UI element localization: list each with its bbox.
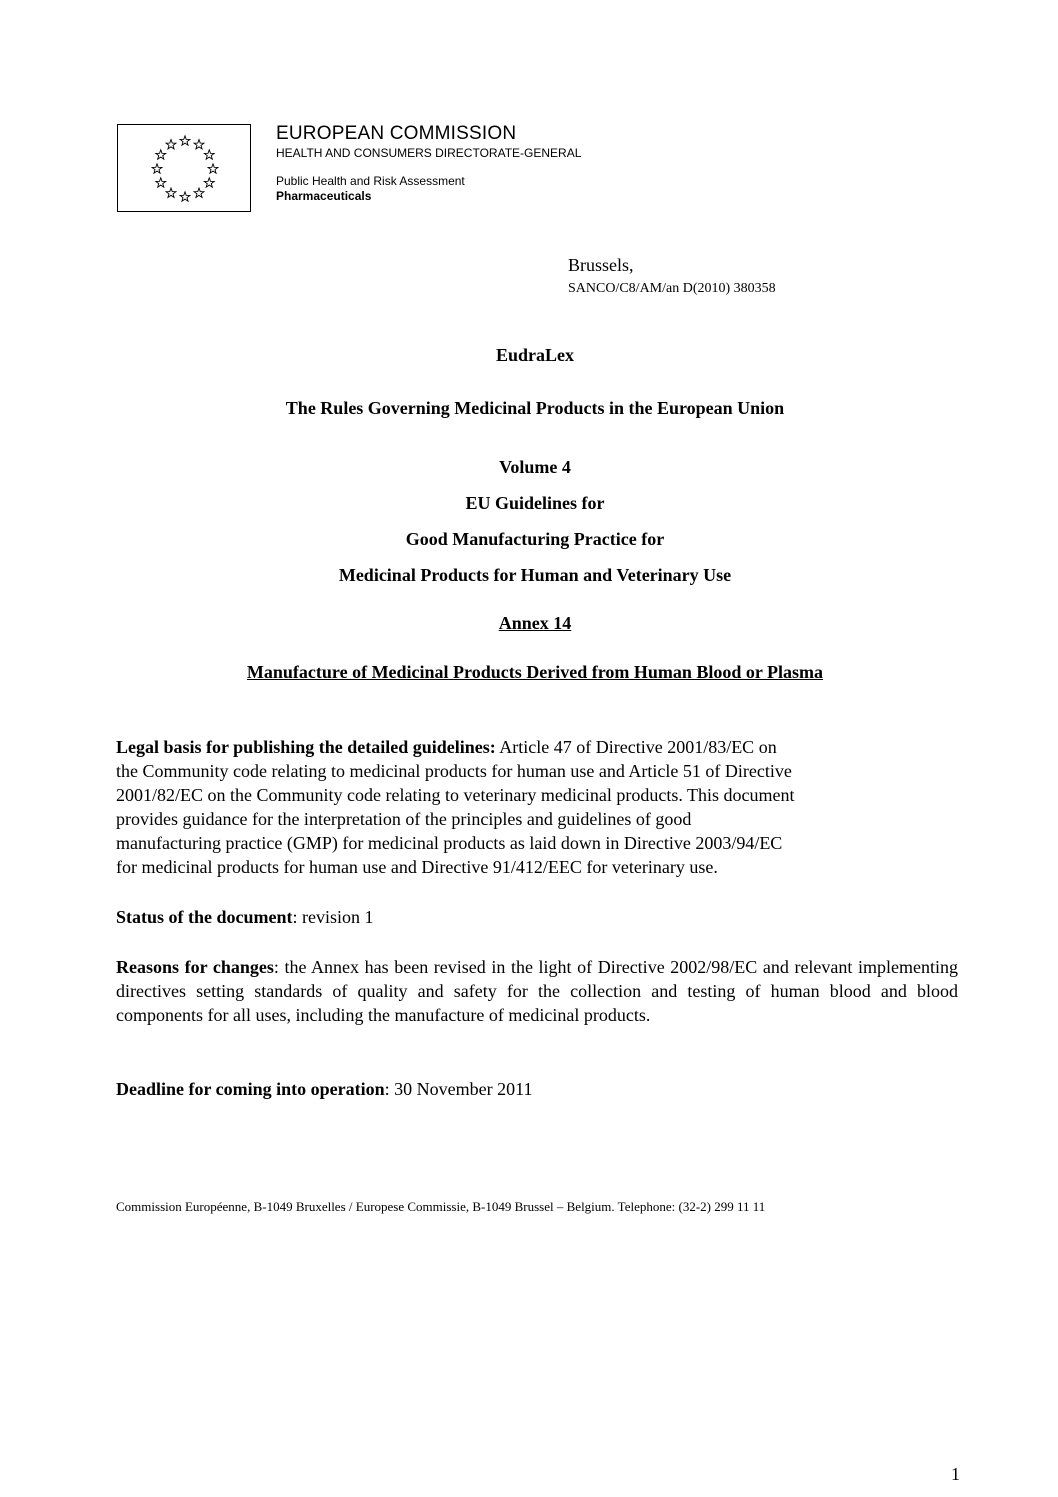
legal-basis-label: Legal basis for publishing the detailed guidelines:: [116, 737, 496, 757]
letterhead: [276, 123, 581, 204]
star-icon: [156, 150, 166, 159]
title-products: Medicinal Products for Human and Veterinary Use: [338, 565, 732, 585]
legal-basis-line: Article 47 of Directive 2001/83/EC on: [495, 737, 777, 757]
legal-basis-line: for medicinal products for human use and Directive 91/412/EEC for veterinary use.: [116, 857, 718, 877]
status-text: : revision 1: [292, 907, 374, 927]
star-icon: [180, 136, 190, 145]
star-icon: [204, 178, 214, 187]
legal-basis-line: provides guidance for the interpretation of the principles and guidelines of good: [116, 809, 692, 829]
organization-name: EUROPEAN COMMISSION: [276, 123, 517, 144]
star-icon: [166, 140, 176, 149]
footer-address: Commission Européenne, B-1049 Bruxelles / Europese Commissie, B-1049 Brussel – Belgium. Telephone: (32-2) 299 11 11: [116, 1199, 766, 1214]
title-annex: Annex 14: [498, 613, 572, 633]
reference-code: SANCO/C8/AM/an D(2010) 380358: [568, 281, 776, 296]
title-gmp: Good Manufacturing Practice for: [405, 529, 665, 549]
title-annex-subject: Manufacture of Medicinal Products Derived from Human Blood or Plasma: [246, 662, 824, 682]
reasons-paragraph: [116, 955, 958, 1027]
unit-name: Public Health and Risk Assessment: [276, 174, 465, 188]
star-icon: [152, 164, 162, 173]
sub-unit-name: Pharmaceuticals: [276, 189, 372, 203]
status-paragraph: [116, 905, 958, 929]
star-icon: [156, 178, 166, 187]
title-rules: The Rules Governing Medicinal Products in the European Union: [285, 398, 785, 418]
star-icon: [194, 140, 204, 149]
reasons-text: : the Annex has been revised in the light of Directive 2002/98/EC and relevant implementing directives setting standards of quality and safety for the collection and testing of human blood and blood components for all uses, including the manufacture of medicinal products.: [116, 957, 958, 1025]
star-icon: [194, 188, 204, 197]
deadline-text: : 30 November 2011: [384, 1079, 533, 1099]
eu-stars-emblem-icon: [118, 125, 252, 213]
star-icon: [204, 150, 214, 159]
page-number: 1: [951, 1464, 960, 1484]
status-label: Status of the document: [116, 907, 293, 927]
legal-basis-line: the Community code relating to medicinal products for human use and Article 51 of Directive: [116, 761, 792, 781]
title-volume: Volume 4: [499, 457, 571, 477]
reference-city: Brussels,: [568, 255, 634, 275]
star-icon: [180, 192, 190, 201]
directorate-name: HEALTH AND CONSUMERS DIRECTORATE-GENERAL: [276, 146, 582, 160]
star-icon: [166, 188, 176, 197]
eu-emblem: [117, 124, 251, 212]
legal-basis-paragraph: [116, 735, 958, 879]
legal-basis-line: manufacturing practice (GMP) for medicinal products as laid down in Directive 2003/94/EC: [116, 833, 783, 853]
title-eudralex: EudraLex: [495, 345, 574, 365]
title-guidelines: EU Guidelines for: [465, 493, 605, 513]
star-icon: [208, 164, 218, 173]
document-reference: [568, 254, 776, 298]
reasons-label: Reasons for changes: [116, 957, 274, 977]
deadline-label: Deadline for coming into operation: [116, 1079, 385, 1099]
deadline-paragraph: [116, 1077, 958, 1101]
legal-basis-line: 2001/82/EC on the Community code relating to veterinary medicinal products. This document: [116, 785, 795, 805]
